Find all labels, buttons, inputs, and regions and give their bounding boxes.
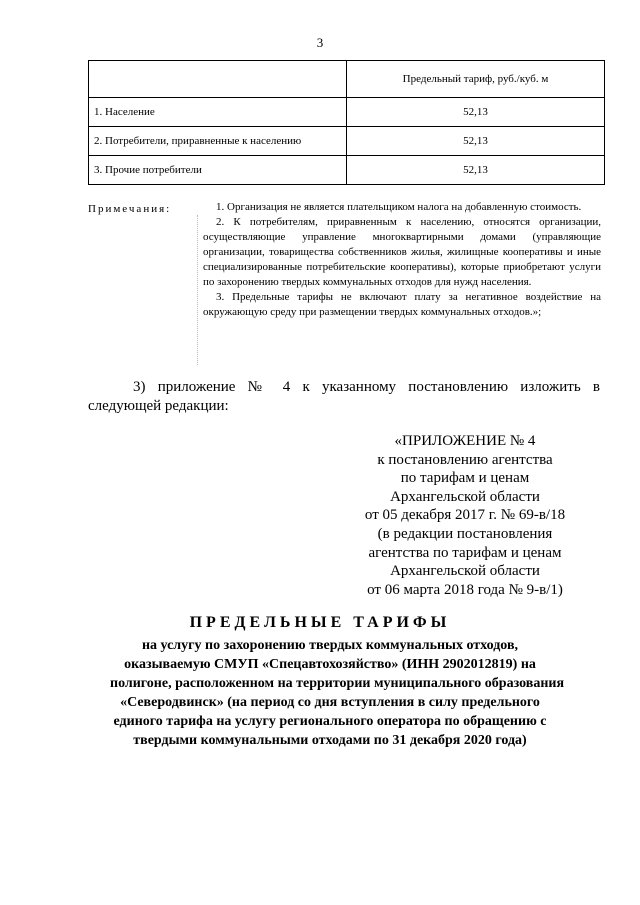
note-item: 3. Предельные тарифы не включают плату за негативное воздействие на окружающую среду при размещении твердых коммунальных отходов.»;: [203, 291, 601, 318]
appendix-line: по тарифам и ценам: [400, 470, 530, 487]
consumer-category: 3. Прочие потребители: [89, 156, 347, 185]
appendix-line: от 05 декабря 2017 г. № 69-в/18: [364, 507, 566, 524]
notes-block: [203, 200, 601, 320]
note-item: 1. Организация не является плательщиком налога на добавленную стоимость.: [216, 201, 582, 213]
table-header-row: [89, 61, 605, 98]
table-row: [89, 156, 605, 185]
tariff-table: [88, 60, 605, 185]
page-number: 3: [316, 35, 324, 50]
document-title: ПРЕДЕЛЬНЫЕ ТАРИФЫ: [189, 614, 451, 631]
tariff-value: 52,13: [347, 127, 605, 156]
table-row: [89, 127, 605, 156]
appendix-line: (в редакции постановления: [377, 525, 553, 542]
appendix-heading: [330, 432, 600, 599]
appendix-line: агентства по тарифам и ценам: [368, 544, 562, 561]
consumer-category: 2. Потребители, приравненные к населению: [89, 127, 347, 156]
tariff-value: 52,13: [347, 156, 605, 185]
paragraph-3-text: 3) приложение № 4 к указанному постановлению изложить в следующей редакции:: [88, 379, 600, 414]
margin-dotted-line: [197, 215, 198, 365]
appendix-line: Архангельской области: [390, 563, 540, 580]
appendix-line: Архангельской области: [390, 488, 540, 505]
paragraph-3: [88, 378, 600, 416]
subtitle-line: твердыми коммунальными отходами по 31 декабря 2020 года): [133, 733, 527, 748]
subtitle-line: оказываемую СМУП «Спецавтохозяйство» (ИНН 2902012819) на: [124, 657, 536, 672]
document-subtitle: [110, 636, 565, 750]
note-item: 2. К потребителям, приравненным к населению, относятся организации, осуществляющие управление многоквартирными домами (управляющие организации, товарищества собственников жилья, жилищные кооперативы и иные специализированные потребительские кооперативы), которые приобретают услуги по захоронению твердых коммунальных отходов для нужд населения.: [203, 216, 601, 288]
tariff-value: 52,13: [347, 98, 605, 127]
subtitle-line: «Северодвинск» (на период со дня вступления в силу предельного: [120, 695, 540, 710]
appendix-line: от 06 марта 2018 года № 9-в/1): [367, 581, 563, 598]
subtitle-line: полигоне, расположенном на территории муниципального образования: [110, 676, 565, 691]
table-header-empty-cell: [89, 61, 347, 98]
notes-label: Примечания:: [88, 203, 172, 215]
appendix-line: «ПРИЛОЖЕНИЕ № 4: [394, 433, 536, 449]
consumer-category: 1. Население: [89, 98, 347, 127]
appendix-line: к постановлению агентства: [377, 451, 553, 468]
subtitle-line: единого тарифа на услугу регионального оператора по обращению с: [113, 714, 547, 729]
subtitle-line: на услугу по захоронению твердых коммунальных отходов,: [141, 638, 519, 653]
table-row: [89, 98, 605, 127]
table-header-tariff: Предельный тариф, руб./куб. м: [347, 61, 605, 98]
